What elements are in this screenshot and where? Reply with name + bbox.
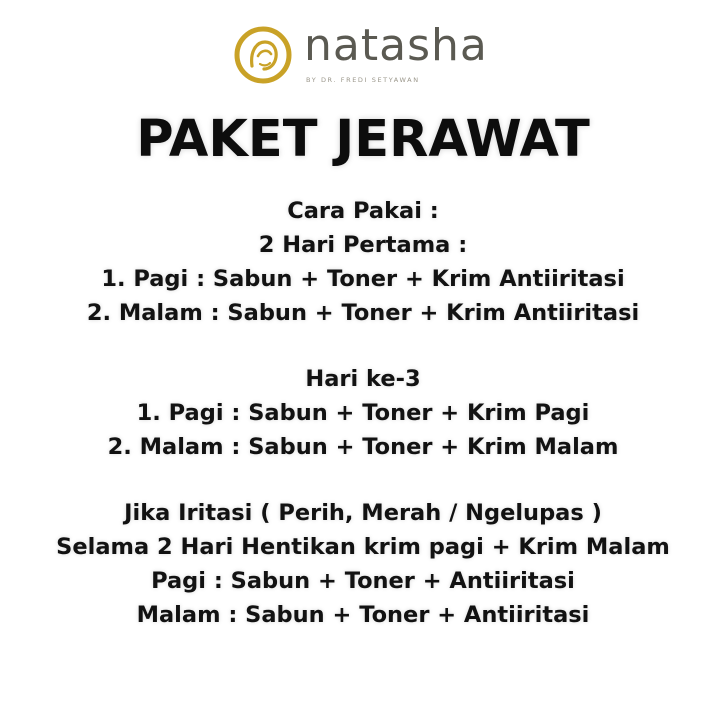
page-title: PAKET JERAWAT <box>136 110 590 169</box>
face-logo-icon <box>234 26 292 84</box>
irritation-step: Malam : Sabun + Toner + Antiiritasi <box>136 602 590 628</box>
brand-logo <box>0 20 726 88</box>
irritation-step: Selama 2 Hari Hentikan krim pagi + Krim Malam <box>56 534 670 560</box>
section-spacer <box>0 330 726 362</box>
first-days-heading: 2 Hari Pertama : <box>258 232 468 258</box>
usage-instructions <box>0 194 726 632</box>
day3-step: 2. Malam : Sabun + Toner + Krim Malam <box>107 434 619 460</box>
brand-name: natasha <box>304 20 488 71</box>
day3-heading: Hari ke-3 <box>305 366 421 392</box>
day3-step: 1. Pagi : Sabun + Toner + Krim Pagi <box>136 400 590 426</box>
section-spacer <box>0 464 726 496</box>
irritation-heading: Jika Iritasi ( Perih, Merah / Ngelupas ) <box>124 500 602 526</box>
first-days-step: 2. Malam : Sabun + Toner + Krim Antiiritasi <box>86 300 640 326</box>
irritation-step: Pagi : Sabun + Toner + Antiiritasi <box>151 568 575 594</box>
brand-tagline: BY DR. FREDI SETYAWAN <box>306 76 420 84</box>
usage-heading: Cara Pakai : <box>287 198 439 224</box>
first-days-step: 1. Pagi : Sabun + Toner + Krim Antiiritasi <box>101 266 625 292</box>
